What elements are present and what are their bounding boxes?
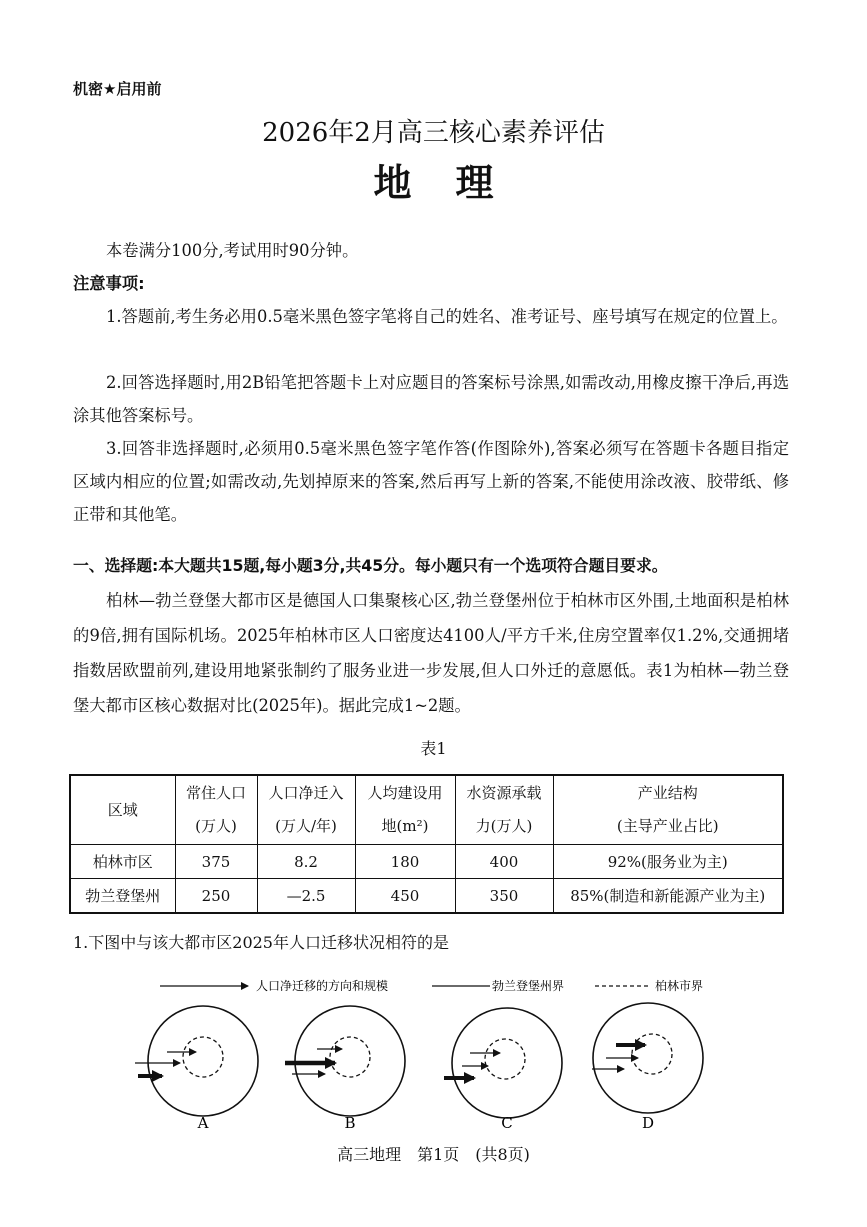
table-cell: 柏林市区 [70, 845, 175, 879]
option-c-diagram[interactable] [444, 1008, 562, 1132]
table-cell: 375 [175, 845, 257, 879]
table-cell: 勃兰登堡州 [70, 879, 175, 914]
legend-dashed-label: 柏林市界 [655, 979, 704, 993]
option-a-diagram[interactable] [135, 1006, 258, 1132]
table-cell: 250 [175, 879, 257, 914]
option-d-label: D [641, 1114, 655, 1132]
table-cell: 400 [455, 845, 553, 879]
table-cell: 85%(制造和新能源产业为主) [553, 879, 783, 914]
diagram-legend [160, 978, 703, 993]
table-cell: 450 [355, 879, 455, 914]
header-cell: 人均建设用 地(m²) [355, 775, 455, 845]
header-cell: 水资源承载 力(万人) [455, 775, 553, 845]
table-header-row [70, 775, 783, 845]
table-cell: 180 [355, 845, 455, 879]
passage-text: 柏林—勃兰登堡大都市区是德国人口集聚核心区,勃兰登堡州位于柏林市区外围,土地面积是柏林的9倍,拥有国际机场。2025年柏林市区人口密度达4100人/平方千米,住房空置率仅1.2%,交通拥堵指数居欧盟前列,建设用地紧张制约了服务业进一步发展,但人口外迁的意愿低。表1为柏林—勃兰登堡大都市区核心数据对比(2025年)。据此完成1~2题。 [73, 591, 789, 715]
option-a-label: A [197, 1114, 209, 1132]
header-cell: 产业结构 (主导产业占比) [553, 775, 783, 845]
option-c-label: C [501, 1114, 513, 1132]
header-cell: 区域 [70, 775, 175, 845]
table-cell: 8.2 [257, 845, 355, 879]
section-heading: 一、选择题:本大题共15题,每小题3分,共45分。每小题只有一个选项符合题目要求。 [73, 556, 668, 575]
option-b-diagram[interactable] [285, 1006, 405, 1132]
table-row [70, 879, 783, 914]
notice-item-3: 3.回答非选择题时,必须用0.5毫米黑色签字笔作答(作图除外),答案必须写在答题卡各题目指定区域内相应的位置;如需改动,先划掉原来的答案,然后再写上新的答案,不能使用涂改液、胶带纸、修正带和其他笔。 [73, 439, 789, 524]
question-1-stem: 1.下图中与该大都市区2025年人口迁移状况相符的是 [73, 933, 449, 952]
table-cell: 350 [455, 879, 553, 914]
data-table [69, 774, 784, 914]
option-d-diagram[interactable] [592, 1003, 703, 1132]
header-cell: 常住人口 (万人) [175, 775, 257, 845]
legend-solid-label: 勃兰登堡州界 [492, 979, 565, 993]
migration-diagram [0, 965, 867, 1140]
subject-title: 地理 [373, 160, 538, 205]
table-cell: —2.5 [257, 879, 355, 914]
table-cell: 92%(服务业为主) [553, 845, 783, 879]
page-footer: 高三地理 第1页 (共8页) [337, 1145, 530, 1164]
notice-title: 注意事项: [73, 274, 145, 293]
notice-item-1: 1.答题前,考生务必用0.5毫米黑色签字笔将自己的姓名、准考证号、座号填写在规定的位置上。 [106, 307, 788, 326]
table-row [70, 845, 783, 879]
option-b-label: B [344, 1114, 356, 1132]
legend-arrow-label: 人口净迁移的方向和规模 [256, 979, 389, 993]
score-time-text: 本卷满分100分,考试用时90分钟。 [106, 241, 359, 260]
table-caption: 表1 [420, 739, 447, 758]
exam-title: 2026年2月高三核心素养评估 [262, 118, 605, 148]
confidential-label: 机密★启用前 [73, 80, 162, 98]
header-cell: 人口净迁入 (万人/年) [257, 775, 355, 845]
notice-item-2: 2.回答选择题时,用2B铅笔把答题卡上对应题目的答案标号涂黑,如需改动,用橡皮擦干净后,再选涂其他答案标号。 [73, 373, 789, 425]
